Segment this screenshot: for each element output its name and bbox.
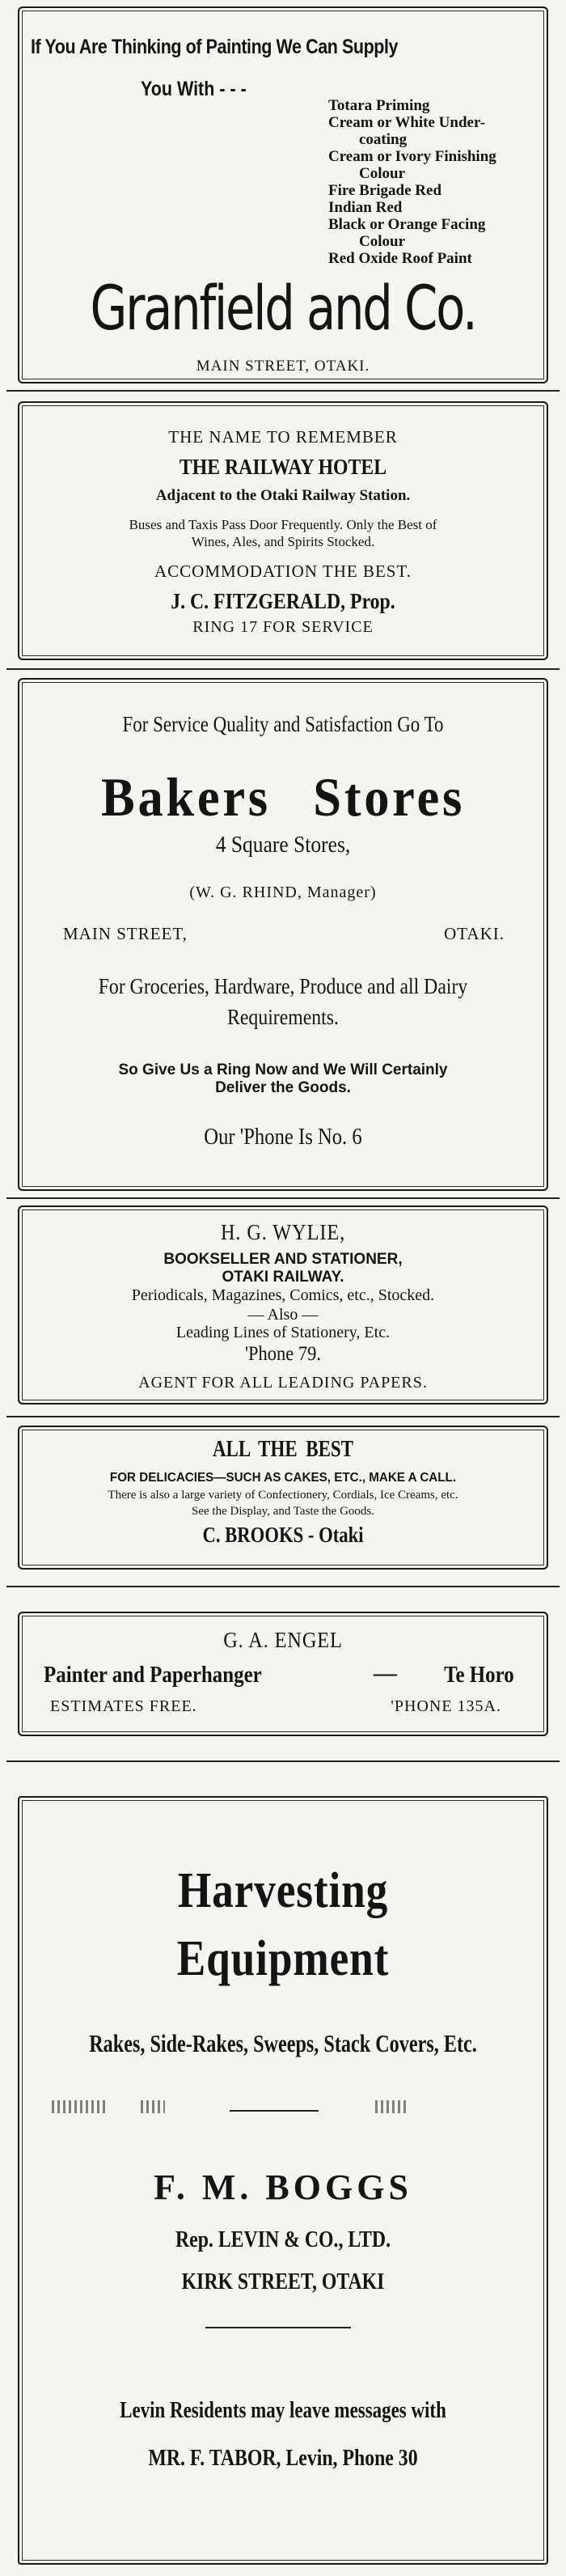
granfield-address: MAIN STREET, OTAKI. — [196, 358, 370, 375]
wylie-advertisement — [18, 1205, 548, 1405]
brooks-advertisement — [18, 1426, 548, 1570]
engel-advertisement — [18, 1612, 548, 1736]
product-item: Colour — [359, 233, 405, 250]
product-item: Cream or White Under- — [328, 114, 486, 131]
hotel-notice-line: Buses and Taxis Pass Door Frequently. Only the Best of — [129, 517, 437, 532]
granfield-headline-continued: You With - - - — [141, 78, 247, 100]
wylie-phone: 'Phone 79. — [244, 1343, 322, 1365]
brooks-line: FOR DELICACIES—SUCH AS CAKES, ETC., MAKE A CALL. — [109, 1471, 457, 1485]
column-divider — [6, 668, 560, 670]
wylie-trade: BOOKSELLER AND STATIONER, — [163, 1251, 403, 1268]
product-item: Fire Brigade Red — [328, 182, 442, 199]
boggs-rep: Rep. LEVIN & CO., LTD. — [175, 2226, 391, 2252]
engel-estimates: ESTIMATES FREE. — [50, 1697, 197, 1715]
granfield-headline: If You Are Thinking of Painting We Can Supply — [31, 36, 399, 58]
bakers-manager: (W. G. RHIND, Manager) — [189, 883, 377, 901]
wylie-stock: Periodicals, Magazines, Comics, etc., Stocked. — [131, 1286, 435, 1304]
bakers-intro: For Service Quality and Satisfaction Go To — [122, 712, 444, 736]
wylie-place: OTAKI RAILWAY. — [222, 1269, 344, 1286]
bakers-call-line: Deliver the Goods. — [215, 1079, 351, 1096]
hotel-accommodation: ACCOMMODATION THE BEST. — [154, 561, 412, 581]
hotel-notice — [19, 516, 547, 550]
boggs-headline: Equipment — [176, 1931, 390, 1986]
bakers-goods-line: Requirements. — [227, 1005, 339, 1029]
bakers-call — [19, 1061, 547, 1097]
product-item: Red Oxide Roof Paint — [328, 250, 472, 267]
print-smudge — [375, 2100, 408, 2113]
bakers-stores-advertisement — [18, 678, 548, 1191]
engel-dash: — — [374, 1660, 397, 1686]
hotel-location: Adjacent to the Otaki Railway Station. — [155, 487, 411, 504]
bakers-phone: Our 'Phone Is No. 6 — [204, 1125, 362, 1150]
hotel-phone: RING 17 FOR SERVICE — [192, 618, 374, 636]
wylie-name: H. G. WYLIE, — [220, 1220, 346, 1244]
column-divider — [6, 1197, 560, 1199]
product-item: Totara Priming — [328, 97, 430, 114]
granfield-advertisement — [18, 6, 548, 383]
print-smudge — [141, 2100, 165, 2113]
hotel-notice-line: Wines, Ales, and Spirits Stocked. — [191, 534, 375, 549]
wylie-agent: AGENT FOR ALL LEADING PAPERS. — [138, 1374, 428, 1392]
wylie-stationery: Leading Lines of Stationery, Etc. — [175, 1324, 391, 1341]
boggs-street: KIRK STREET, OTAKI — [181, 2269, 385, 2294]
column-divider — [6, 1586, 560, 1587]
separator-rule — [230, 2110, 319, 2112]
brooks-line: There is also a large variety of Confectionery, Cordials, Ice Creams, etc. — [108, 1489, 458, 1502]
engel-phone: 'PHONE 135A. — [391, 1697, 501, 1715]
engel-name: G. A. ENGEL — [223, 1628, 343, 1652]
column-divider — [6, 1760, 560, 1762]
hotel-name: THE RAILWAY HOTEL — [179, 455, 387, 479]
boggs-levin-contact: MR. F. TABOR, Levin, Phone 30 — [148, 2445, 418, 2471]
bakers-town: OTAKI. — [444, 924, 505, 943]
bakers-goods — [51, 971, 515, 1032]
bakers-goods-line: For Groceries, Hardware, Produce and all Dairy — [98, 974, 468, 998]
boggs-headline: Harvesting — [177, 1863, 389, 1918]
engel-trade: Painter and Paperhanger — [44, 1662, 262, 1688]
boggs-levin-note: Levin Residents may leave messages with — [120, 2398, 446, 2423]
hotel-proprietor: J. C. FITZGERALD, Prop. — [171, 589, 395, 613]
bakers-name: Bakers Stores — [101, 766, 465, 828]
separator-rule — [205, 2327, 351, 2328]
product-item: Indian Red — [328, 199, 403, 216]
brooks-headline: ALL THE BEST — [212, 1437, 354, 1462]
boggs-name: F. M. BOGGS — [154, 2167, 412, 2207]
boggs-items: Rakes, Side-Rakes, Sweeps, Stack Covers, Etc. — [89, 2029, 477, 2057]
engel-place: Te Horo — [444, 1662, 514, 1688]
product-item: coating — [359, 131, 408, 148]
brooks-line: See the Display, and Taste the Goods. — [192, 1505, 374, 1518]
granfield-firm-name: Granfield and Co. — [90, 272, 476, 344]
column-divider — [6, 1416, 560, 1417]
bakers-street: MAIN STREET, — [63, 924, 188, 943]
bakers-subtitle: 4 Square Stores, — [215, 832, 351, 858]
wylie-also: — Also — — [247, 1306, 319, 1324]
railway-hotel-advertisement — [18, 401, 548, 660]
hotel-tagline: THE NAME TO REMEMBER — [168, 427, 398, 447]
product-item: Cream or Ivory Finishing — [328, 148, 496, 165]
paint-product-list — [328, 97, 496, 267]
product-item: Colour — [359, 165, 405, 182]
brooks-name: C. BROOKS - Otaki — [202, 1523, 364, 1547]
boggs-advertisement — [18, 1796, 548, 2565]
column-divider — [6, 390, 560, 392]
product-item: Black or Orange Facing — [328, 216, 486, 233]
print-smudge — [52, 2100, 108, 2113]
bakers-call-line: So Give Us a Ring Now and We Will Certainly — [118, 1061, 448, 1078]
